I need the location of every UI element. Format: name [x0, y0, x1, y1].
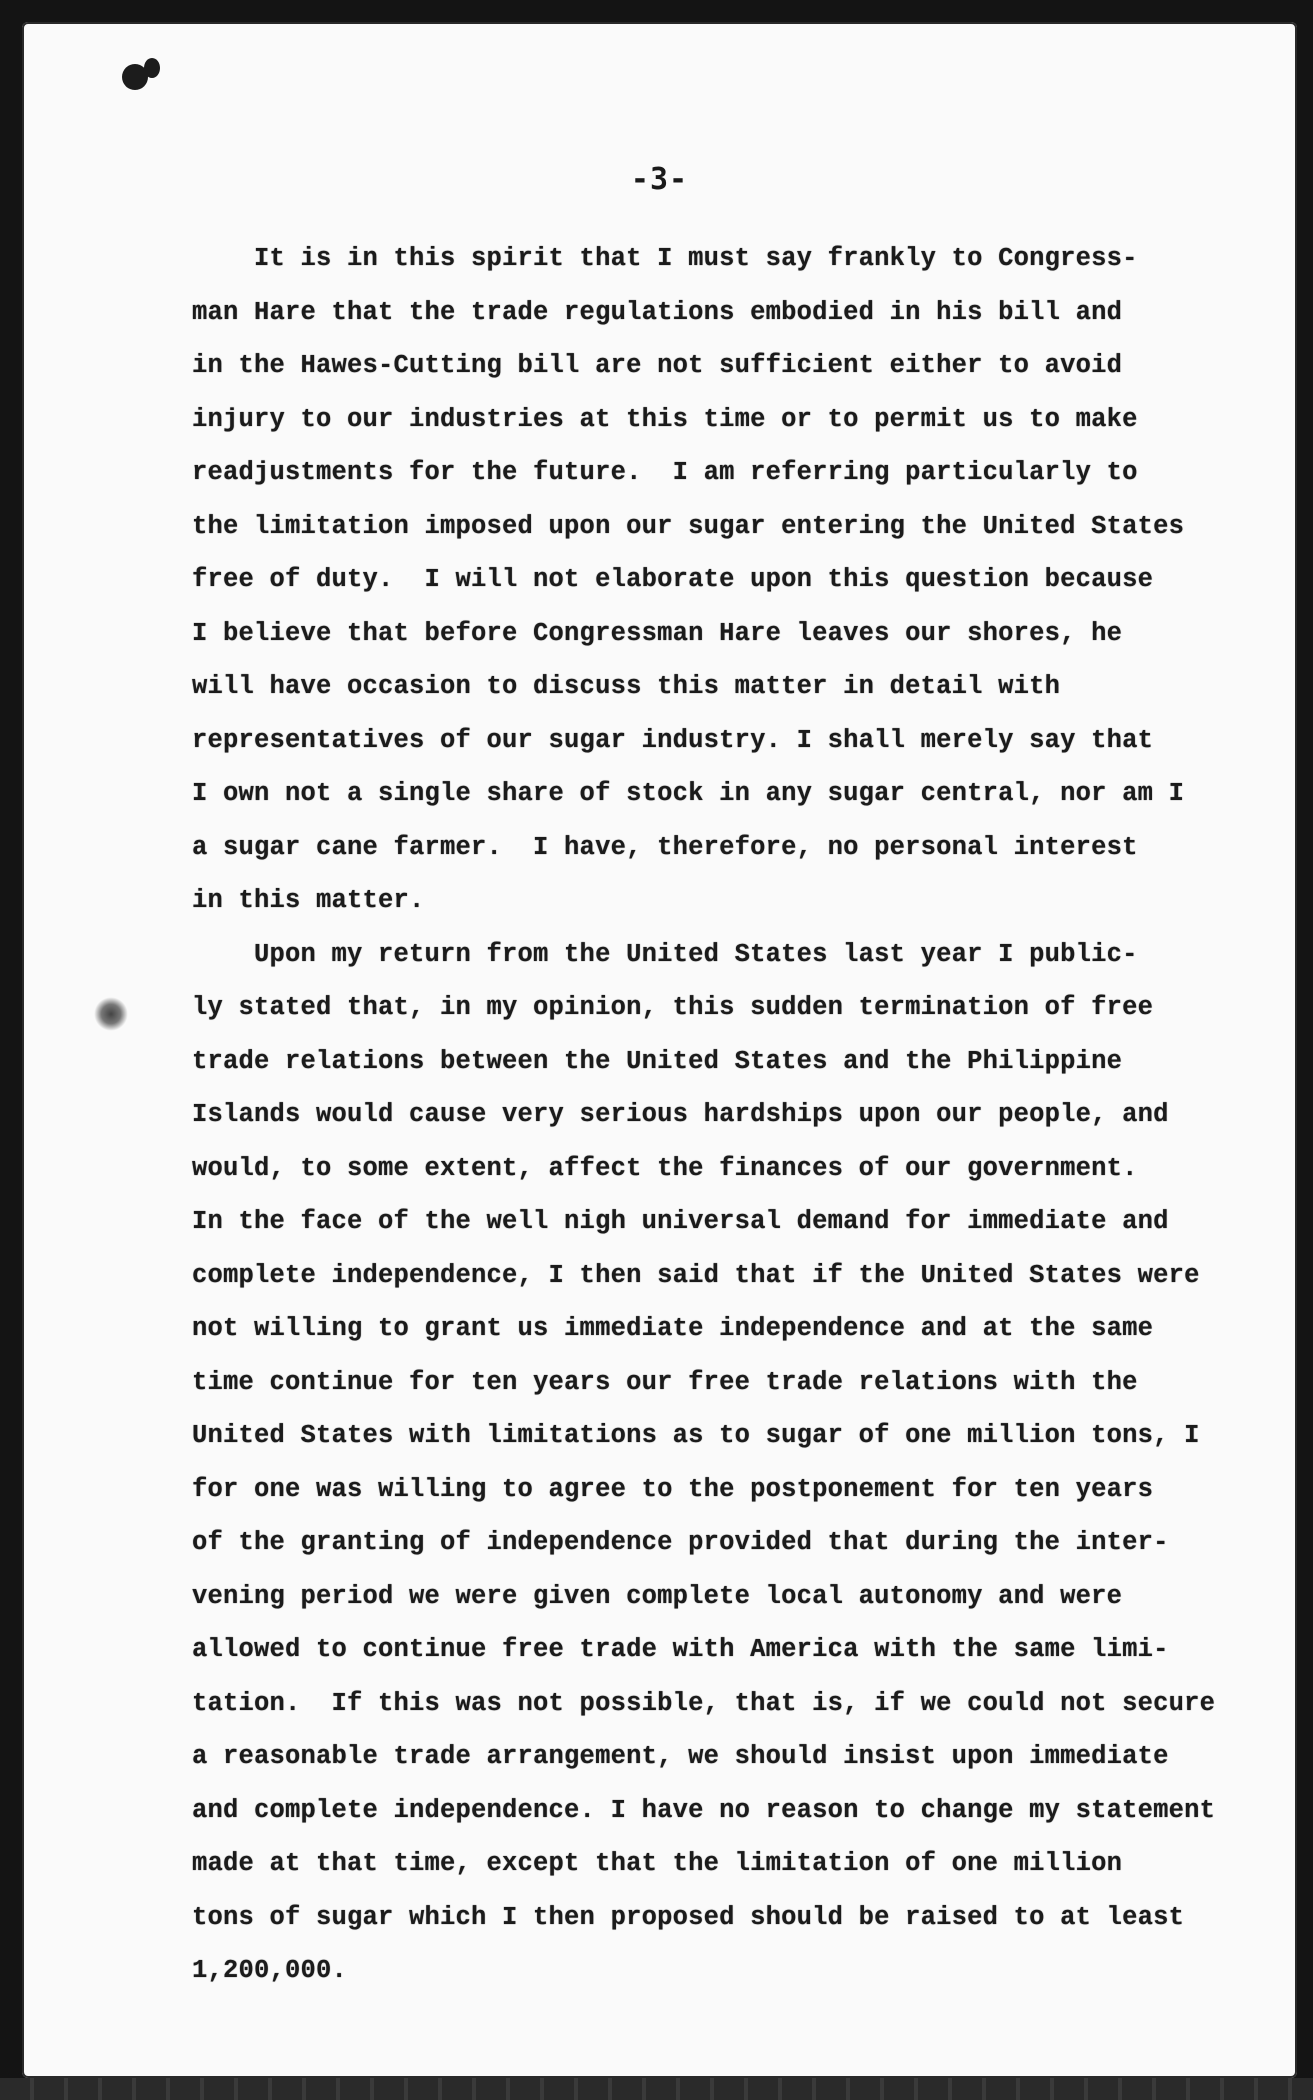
text-line: representatives of our sugar industry. I shall merely say that — [192, 725, 1154, 755]
text-line: free of duty. I will not elaborate upon this question because — [192, 565, 1154, 594]
text-line: a sugar cane farmer. I have, therefore, no personal interest — [192, 832, 1138, 862]
text-line: will have occasion to discuss this matter in detail with — [192, 672, 1061, 701]
text-line: tons of sugar which I then proposed should be raised to at least — [192, 1902, 1185, 1932]
text-line: I own not a single share of stock in any sugar central, nor am I — [192, 779, 1185, 808]
text-line: a reasonable trade arrangement, we should insist upon immediate — [192, 1742, 1169, 1771]
smudge-mark — [94, 997, 128, 1031]
page-number: -3- — [630, 162, 689, 197]
text-line: I believe that before Congressman Hare leaves our shores, he — [192, 618, 1123, 648]
text-line: 1,200,000. — [192, 1956, 348, 1985]
text-line: of the granting of independence provided that during the inter- — [192, 1528, 1169, 1557]
text-line: tation. If this was not possible, that is, if we could not secure — [192, 1688, 1216, 1718]
document-page — [22, 22, 1297, 2078]
ink-blot — [144, 58, 160, 78]
text-line: complete independence, I then said that if the United States were — [192, 1260, 1200, 1290]
text-line: allowed to continue free trade with America with the same limi- — [192, 1635, 1169, 1664]
text-line: trade relations between the United States and the Philippine — [192, 1046, 1123, 1076]
text-line: Upon my return from the United States last year I public- — [192, 939, 1138, 969]
text-line: in the Hawes-Cutting bill are not sufficient either to avoid — [192, 351, 1123, 380]
text-line: United States with limitations as to sugar of one million tons, I — [192, 1421, 1200, 1450]
text-line: not willing to grant us immediate independence and at the same — [192, 1314, 1154, 1343]
text-line: would, to some extent, affect the finances of our government. — [192, 1153, 1138, 1183]
text-line: man Hare that the trade regulations embodied in his bill and — [192, 297, 1123, 327]
text-line: for one was willing to agree to the postponement for ten years — [192, 1474, 1154, 1504]
text-line: made at that time, except that the limitation of one million — [192, 1849, 1123, 1878]
text-line: the limitation imposed upon our sugar entering the United States — [192, 511, 1185, 541]
text-line: In the face of the well nigh universal demand for immediate and — [192, 1207, 1169, 1236]
text-line: readjustments for the future. I am referring particularly to — [192, 458, 1138, 487]
text-line: vening period we were given complete local autonomy and were — [192, 1581, 1123, 1611]
text-line: in this matter. — [192, 886, 425, 915]
text-line: time continue for ten years our free trade relations with the — [192, 1367, 1138, 1397]
text-line: injury to our industries at this time or to permit us to make — [192, 404, 1138, 434]
text-line: It is in this spirit that I must say frankly to Congress- — [192, 244, 1138, 273]
letter-body — [192, 232, 1252, 1998]
text-line: and complete independence. I have no reason to change my statement — [192, 1795, 1216, 1825]
text-line: Islands would cause very serious hardships upon our people, and — [192, 1100, 1169, 1129]
film-edge — [0, 2078, 1313, 2100]
text-line: ly stated that, in my opinion, this sudden termination of free — [192, 993, 1154, 1022]
